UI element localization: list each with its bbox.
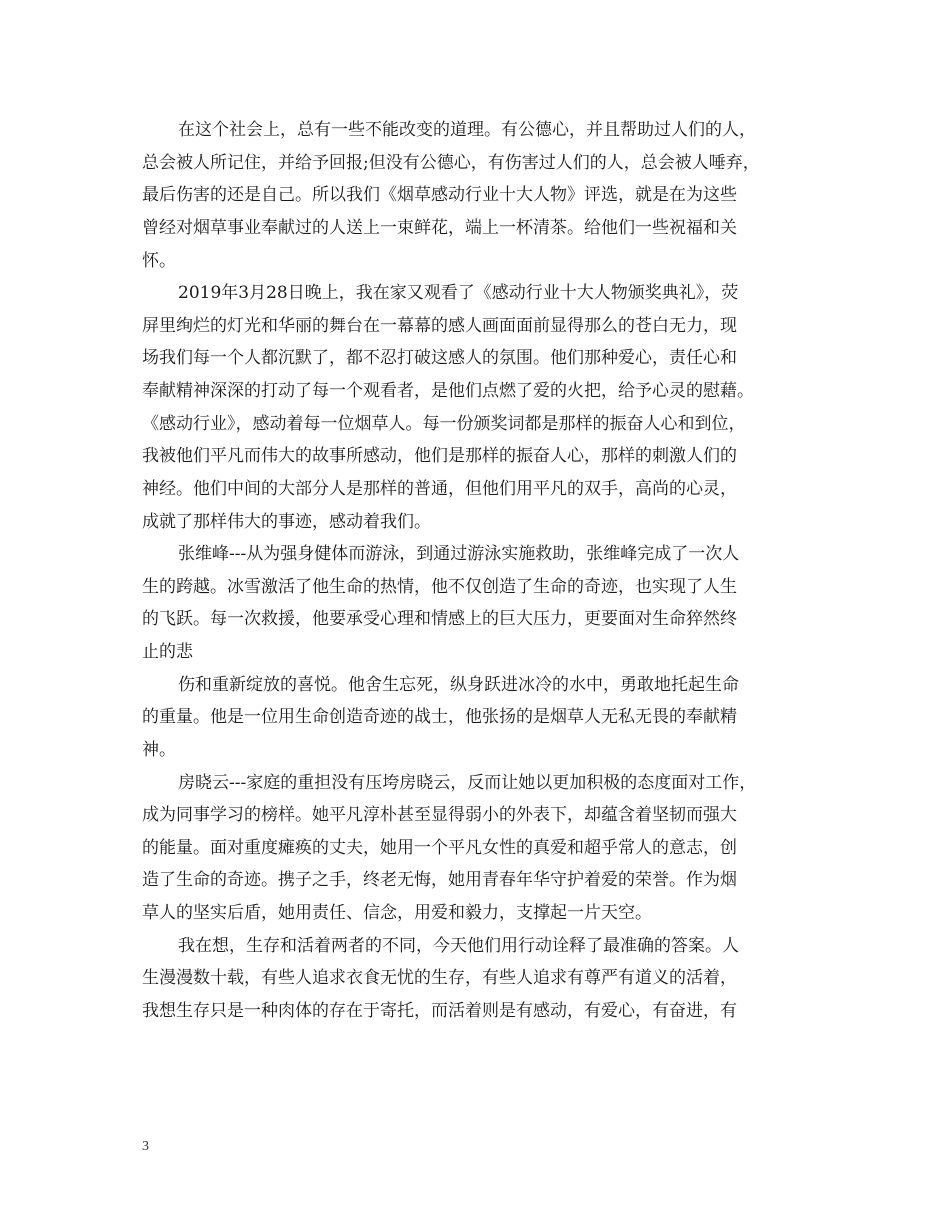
text-line: 伤和重新绽放的喜悦。他舍生忘死，纵身跃进冰冷的水中，勇敢地托起生命 [178, 674, 739, 695]
text-line: 止的悲 [142, 642, 193, 662]
text-line: 在这个社会上，总有一些不能改变的道理。有公德心，并且帮助过人们的人， [178, 120, 756, 140]
text-line: 神。 [142, 739, 176, 760]
text-line: 成就了那样伟大的事迹，感动着我们。 [142, 511, 431, 532]
page-number: 3 [142, 1139, 149, 1154]
text-line: 房晓云---家庭的重担没有压垮房晓云，反而让她以更加积极的态度面对工作， [178, 772, 757, 793]
text-line: 我被他们平凡而伟大的故事所感动，他们是那样的振奋人心，那样的刺激人们的 [142, 446, 737, 467]
text-line: 我在想，生存和活着两者的不同，今天他们用行动诠释了最准确的答案。人 [178, 935, 739, 956]
text-line: 2019年3月28日晚上，我在家又观看了《感动行业十大人物颁奖典礼》，荧 [178, 283, 739, 304]
text-line: 的重量。他是一位用生命创造奇迹的战士，他张扬的是烟草人无私无畏的奉献精 [142, 707, 737, 728]
text-line: 的能量。面对重度瘫痪的丈夫，她用一个平凡女性的真爱和超乎常人的意志，创 [142, 837, 737, 858]
body-text [142, 114, 832, 1028]
text-line: 张维峰---从为强身健体而游泳，到通过游泳实施救助，张维峰完成了一次人 [178, 544, 740, 565]
text-line: 《感动行业》，感动着每一位烟草人。每一份颁奖词都是那样的振奋人心和到位， [142, 413, 746, 434]
text-line: 成为同事学习的榜样。她平凡淳朴甚至显得弱小的外表下，却蕴含着坚韧而强大 [142, 805, 737, 826]
text-line: 最后伤害的还是自己。所以我们《烟草感动行业十大人物》评选，就是在为这些 [142, 185, 737, 206]
text-line: 生的跨越。冰雪激活了他生命的热情，他不仅创造了生命的奇迹，也实现了人生 [142, 576, 737, 597]
text-line: 我想生存只是一种肉体的存在于寄托，而活着则是有感动，有爱心，有奋进，有 [142, 1000, 737, 1021]
text-line: 场我们每一个人都沉默了，都不忍打破这感人的氛围。他们那种爱心，责任心和 [142, 348, 737, 369]
text-line: 神经。他们中间的大部分人是那样的普通，但他们用平凡的双手，高尚的心灵， [142, 478, 737, 499]
text-line: 的飞跃。每一次救援，他要承受心理和情感上的巨大压力，更要面对生命猝然终 [142, 609, 737, 630]
text-line: 怀。 [142, 250, 176, 271]
text-line: 草人的坚实后盾，她用责任、信念，用爱和毅力，支撑起一片天空。 [142, 903, 652, 923]
text-line: 曾经对烟草事业奉献过的人送上一束鲜花，端上一杯清茶。给他们一些祝福和关 [142, 217, 737, 238]
text-line: 总会被人所记住，并给予回报;但没有公德心，有伤害过人们的人，总会被人唾弃， [142, 152, 760, 173]
text-line: 屏里绚烂的灯光和华丽的舞台在一幕幕的感人画面面前显得那么的苍白无力，现 [142, 315, 737, 336]
text-line: 造了生命的奇迹。携子之手，终老无悔，她用青春年华守护着爱的荣誉。作为烟 [142, 870, 737, 891]
text-line: 奉献精神深深的打动了每一个观看者，是他们点燃了爱的火把，给予心灵的慰藉。 [142, 381, 754, 401]
text-line: 生漫漫数十载，有些人追求衣食无忧的生存，有些人追求有尊严有道义的活着， [142, 968, 737, 989]
